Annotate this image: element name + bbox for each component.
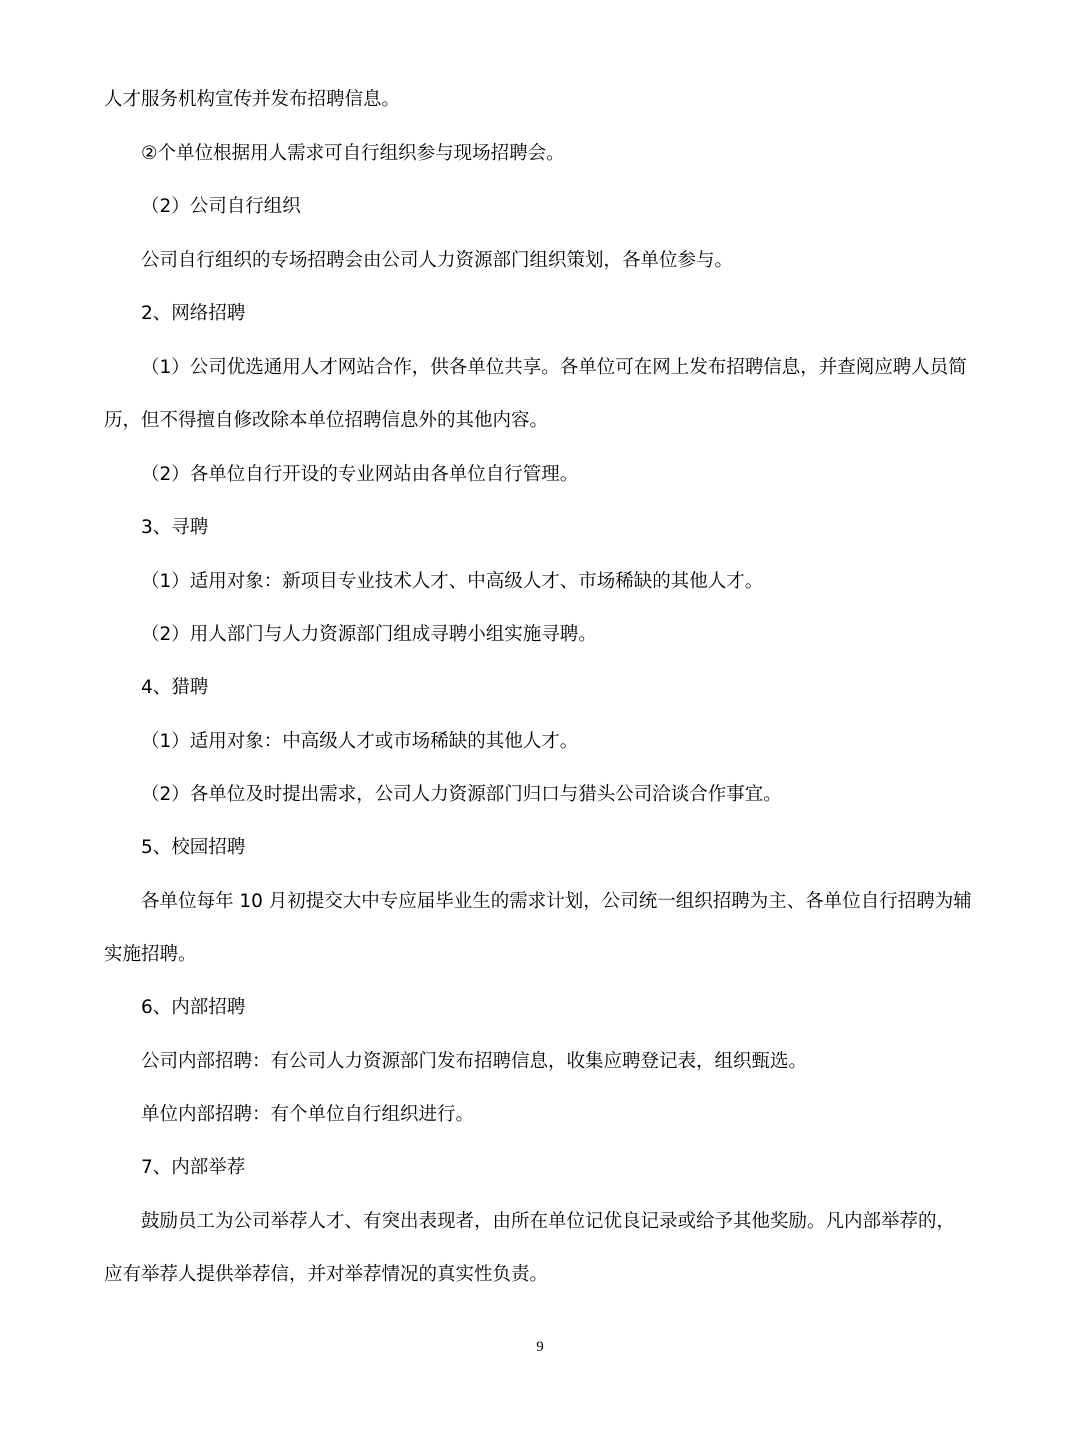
text-line-17: 实施招聘。 xyxy=(104,944,197,965)
text-line-23: 应有举荐人提供举荐信，并对举荐情况的真实性负责。 xyxy=(104,1264,549,1285)
text-line-4: 公司自行组织的专场招聘会由公司人力资源部门组织策划，各单位参与。 xyxy=(141,250,734,271)
text-line-1: 人才服务机构宣传并发布招聘信息。 xyxy=(104,89,401,110)
text-line-20: 单位内部招聘：有个单位自行组织进行。 xyxy=(141,1104,475,1125)
text-line-22: 鼓励员工为公司举荐人才、有突出表现者，由所在单位记优良记录或给予其他奖励。凡内部举荐的， xyxy=(141,1211,956,1232)
text-line-7: 历，但不得擅自修改除本单位招聘信息外的其他内容。 xyxy=(104,410,549,431)
section-heading-3: 3、寻聘 xyxy=(141,517,209,538)
text-line-14: （2）各单位及时提出需求，公司人力资源部门归口与猎头公司洽谈合作事宜。 xyxy=(141,784,782,805)
text-line-13: （1）适用对象：中高级人才或市场稀缺的其他人才。 xyxy=(141,731,579,752)
section-heading-7: 7、内部举荐 xyxy=(141,1157,246,1178)
text-line-2: ②个单位根据用人需求可自行组织参与现场招聘会。 xyxy=(141,143,565,164)
text-line-11: （2）用人部门与人力资源部门组成寻聘小组实施寻聘。 xyxy=(141,624,597,645)
text-line-19: 公司内部招聘：有公司人力资源部门发布招聘信息，收集应聘登记表，组织甄选。 xyxy=(141,1051,808,1072)
text-line-16: 各单位每年 10 月初提交大中专应届毕业生的需求计划，公司统一组织招聘为主、各单位自行招聘为辅 xyxy=(141,891,972,912)
section-heading-4: 4、猎聘 xyxy=(141,677,209,698)
text-line-10: （1）适用对象：新项目专业技术人才、中高级人才、市场稀缺的其他人才。 xyxy=(141,571,764,592)
text-line-8: （2）各单位自行开设的专业网站由各单位自行管理。 xyxy=(141,464,579,485)
section-heading-6: 6、内部招聘 xyxy=(141,997,246,1018)
text-line-6: （1）公司优选通用人才网站合作，供各单位共享。各单位可在网上发布招聘信息，并查阅应聘人员简 xyxy=(141,357,967,378)
section-heading-5: 5、校园招聘 xyxy=(141,837,246,858)
page-number: 9 xyxy=(536,1339,544,1355)
section-heading-2: 2、网络招聘 xyxy=(141,303,246,324)
text-line-3: （2）公司自行组织 xyxy=(141,196,301,217)
